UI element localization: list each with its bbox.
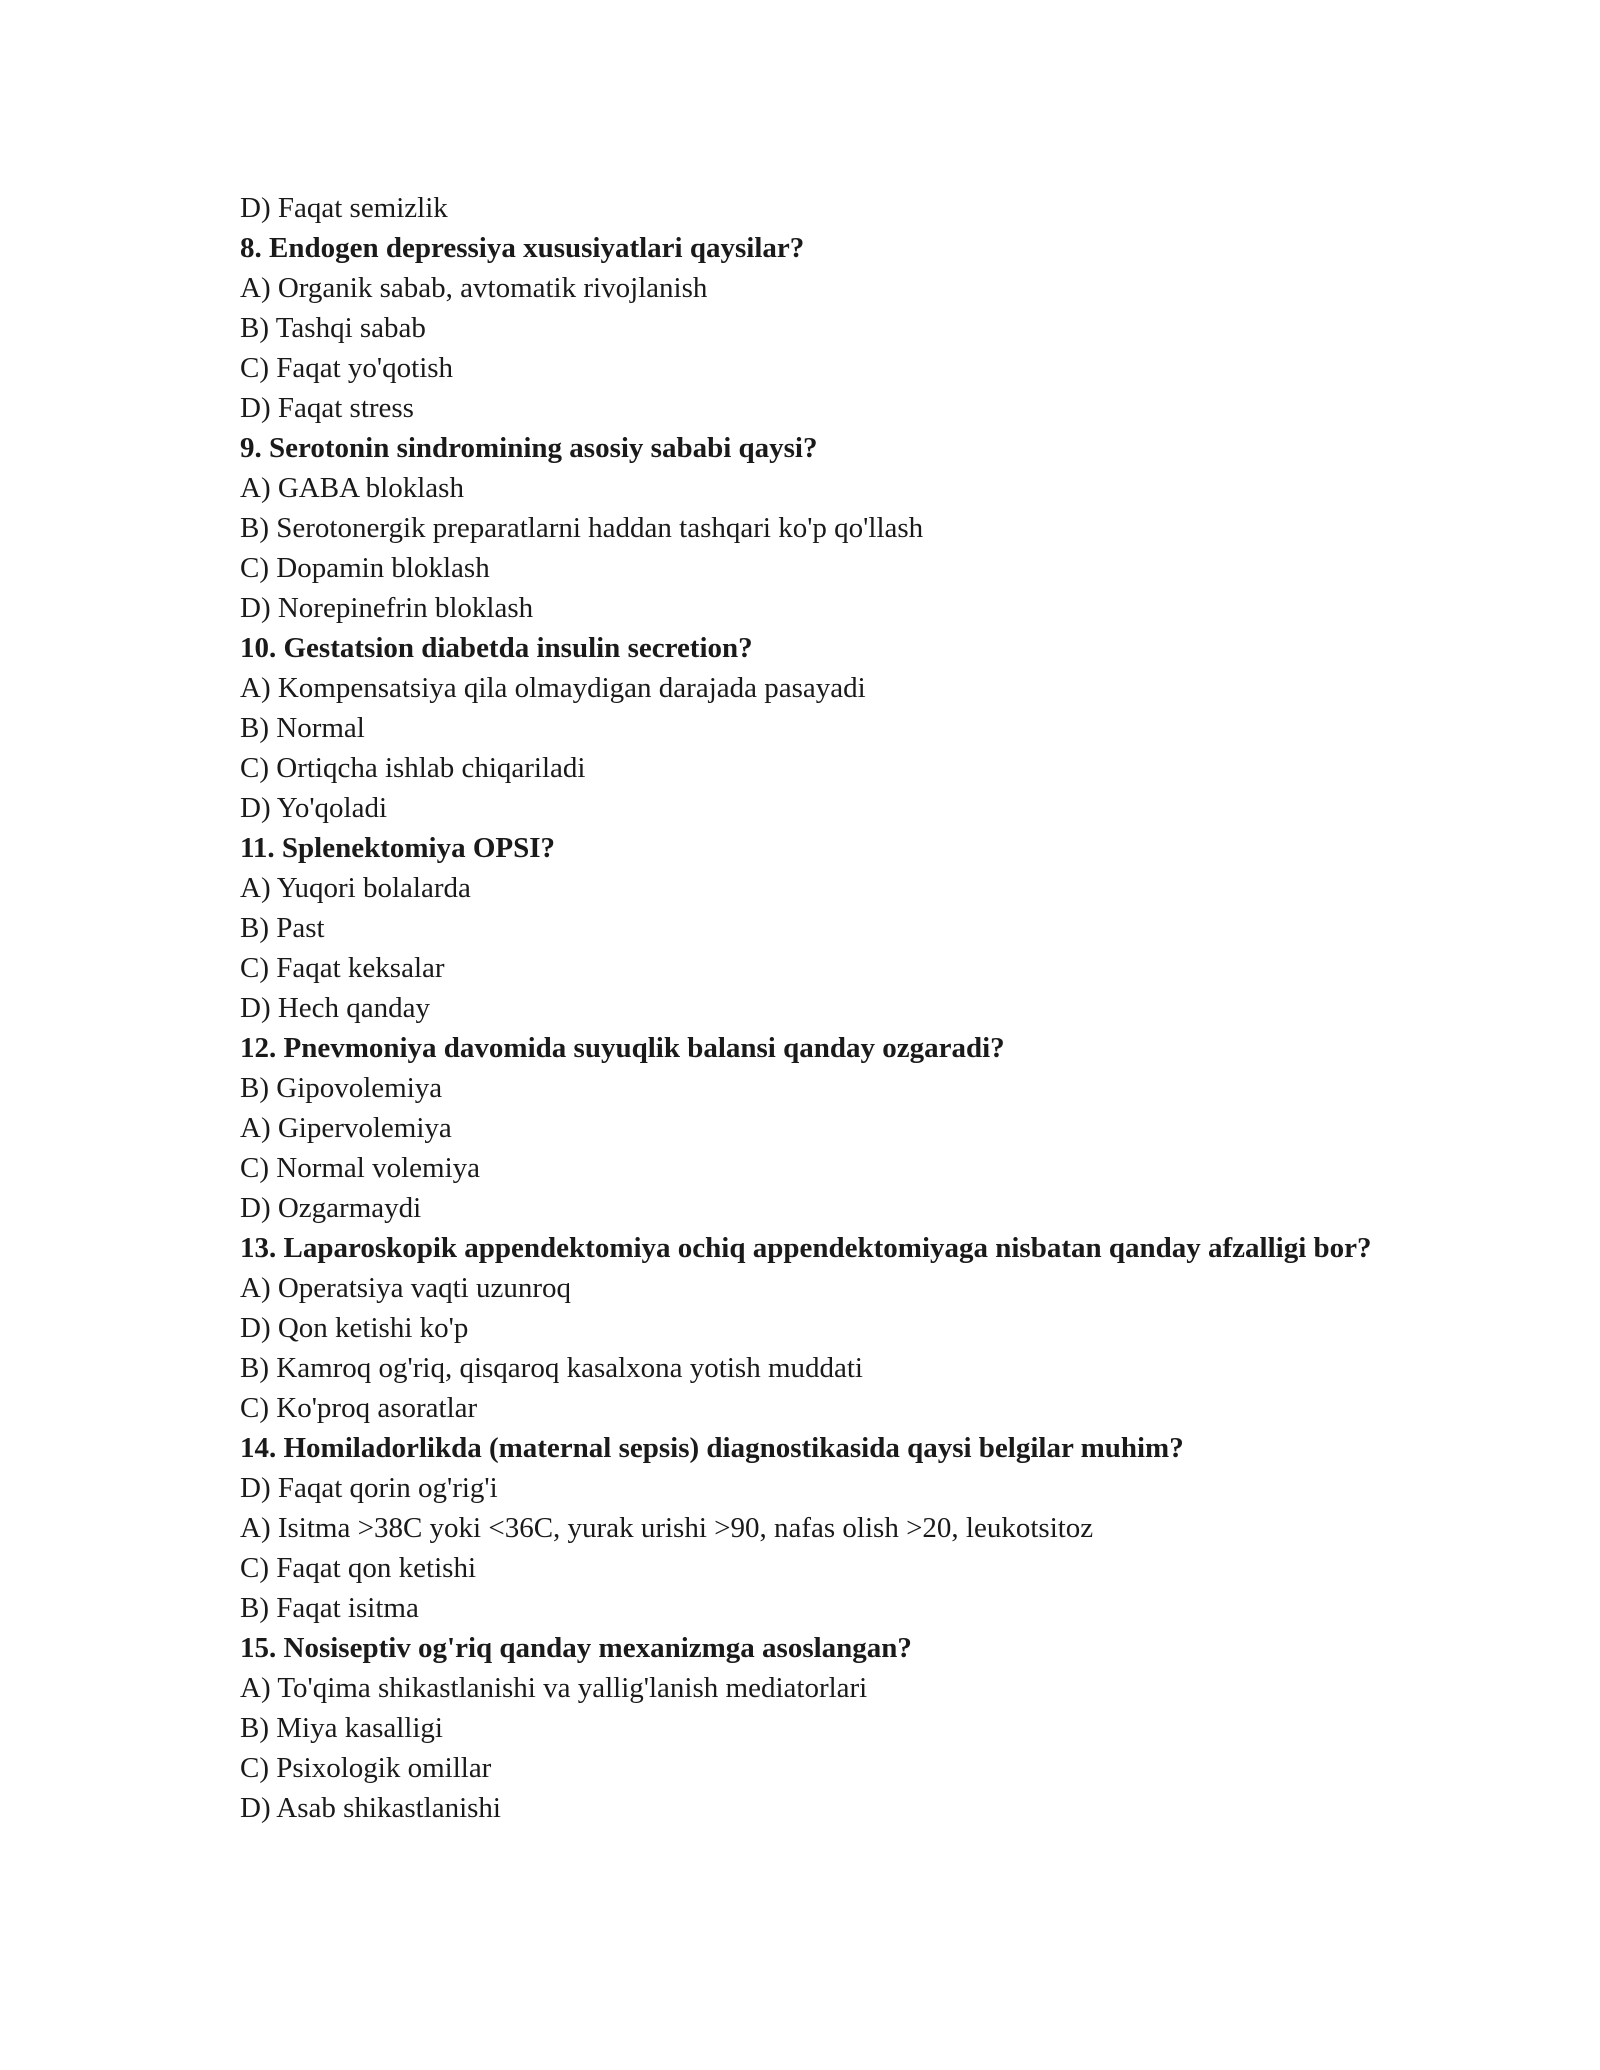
option-line: A) To'qima shikastlanishi va yallig'lanish mediatorlari	[240, 1672, 868, 1704]
option-line: B) Faqat isitma	[240, 1592, 419, 1624]
question-block-9	[240, 428, 1420, 628]
option-line: D) Faqat semizlik	[240, 192, 448, 224]
option-line: D) Qon ketishi ko'p	[240, 1312, 469, 1344]
option-line: D) Faqat qorin og'rig'i	[240, 1472, 498, 1504]
option-line: A) Isitma >38C yoki <36C, yurak urishi >90, nafas olish >20, leukotsitoz	[240, 1512, 1094, 1544]
document-page	[240, 188, 1420, 1828]
question-block-11	[240, 828, 1420, 1028]
question-block-15	[240, 1628, 1420, 1828]
option-line: D) Norepinefrin bloklash	[240, 592, 534, 624]
option-line: B) Tashqi sabab	[240, 312, 426, 344]
question-title: 9. Serotonin sindromining asosiy sababi qaysi?	[240, 432, 818, 464]
option-line: B) Serotonergik preparatlarni haddan tashqari ko'p qo'llash	[240, 512, 924, 544]
question-block-12	[240, 1028, 1420, 1228]
option-line: B) Miya kasalligi	[240, 1712, 443, 1744]
option-line: D) Faqat stress	[240, 392, 414, 424]
option-line: C) Faqat keksalar	[240, 952, 445, 984]
option-line: D) Hech qanday	[240, 992, 431, 1024]
question-title: 8. Endogen depressiya xususiyatlari qaysilar?	[240, 232, 805, 264]
option-line: B) Gipovolemiya	[240, 1072, 443, 1104]
option-line: C) Faqat qon ketishi	[240, 1552, 477, 1584]
option-line: C) Ortiqcha ishlab chiqariladi	[240, 752, 586, 784]
question-block-14	[240, 1428, 1420, 1628]
question-title: 13. Laparoskopik appendektomiya ochiq appendektomiyaga nisbatan qanday afzalligi bor?	[240, 1232, 1372, 1264]
option-line: A) Organik sabab, avtomatik rivojlanish	[240, 272, 708, 304]
option-line: D) Ozgarmaydi	[240, 1192, 422, 1224]
option-line: A) Kompensatsiya qila olmaydigan darajada pasayadi	[240, 672, 866, 704]
question-block-8	[240, 228, 1420, 428]
option-line: D) Asab shikastlanishi	[240, 1792, 501, 1824]
question-block-10	[240, 628, 1420, 828]
option-line: B) Kamroq og'riq, qisqaroq kasalxona yotish muddati	[240, 1352, 863, 1384]
option-line: B) Past	[240, 912, 325, 944]
question-block-13	[240, 1228, 1420, 1428]
option-line: C) Normal volemiya	[240, 1152, 481, 1184]
option-line: A) Gipervolemiya	[240, 1112, 452, 1144]
option-line: D) Yo'qoladi	[240, 792, 388, 824]
option-line: C) Ko'proq asoratlar	[240, 1392, 478, 1424]
question-title: 14. Homiladorlikda (maternal sepsis) diagnostikasida qaysi belgilar muhim?	[240, 1432, 1184, 1464]
option-line: A) GABA bloklash	[240, 472, 464, 504]
option-line: C) Dopamin bloklash	[240, 552, 490, 584]
question-title: 15. Nosiseptiv og'riq qanday mexanizmga asoslangan?	[240, 1632, 912, 1664]
question-title: 10. Gestatsion diabetda insulin secretion?	[240, 632, 753, 664]
question-title: 12. Pnevmoniya davomida suyuqlik balansi qanday ozgaradi?	[240, 1032, 1005, 1064]
option-line: A) Operatsiya vaqti uzunroq	[240, 1272, 571, 1304]
option-line: C) Faqat yo'qotish	[240, 352, 454, 384]
option-line: B) Normal	[240, 712, 365, 744]
option-line: A) Yuqori bolalarda	[240, 872, 471, 904]
question-title: 11. Splenektomiya OPSI?	[240, 832, 556, 864]
option-line: C) Psixologik omillar	[240, 1752, 492, 1784]
